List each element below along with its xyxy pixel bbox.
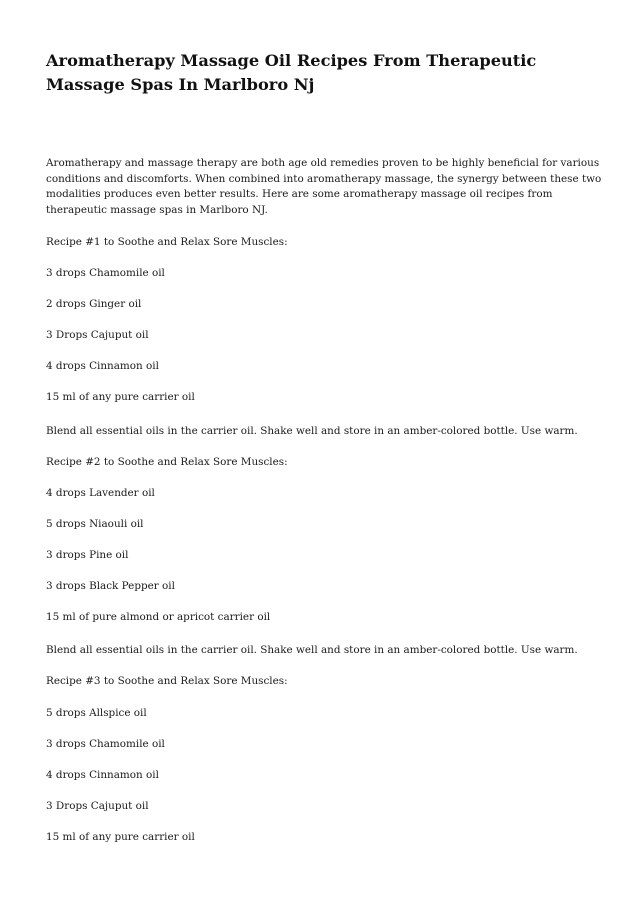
list-item: 15 ml of pure almond or apricot carrier oil	[46, 611, 271, 623]
recipe-3-heading: Recipe #3 to Soothe and Relax Sore Muscles:	[46, 675, 288, 687]
blend-instructions: Blend all essential oils in the carrier oil. Shake well and store in an amber-colored bottle. Use warm.	[46, 644, 578, 656]
list-item: 15 ml of any pure carrier oil	[46, 831, 195, 843]
list-item: 4 drops Cinnamon oil	[46, 360, 159, 372]
list-item: 3 Drops Cajuput oil	[46, 329, 149, 341]
document-title: Aromatherapy Massage Oil Recipes From Therapeutic Massage Spas In Marlboro Nj	[46, 51, 537, 94]
list-item: 4 drops Cinnamon oil	[46, 769, 159, 781]
list-item: 5 drops Niaouli oil	[46, 518, 144, 530]
list-item: 15 ml of any pure carrier oil	[46, 391, 195, 403]
blend-instructions: Blend all essential oils in the carrier oil. Shake well and store in an amber-colored bottle. Use warm.	[46, 425, 578, 437]
list-item: 3 drops Chamomile oil	[46, 738, 165, 750]
list-item: 3 drops Pine oil	[46, 549, 129, 561]
list-item: 3 drops Chamomile oil	[46, 267, 165, 279]
recipe-2-heading: Recipe #2 to Soothe and Relax Sore Muscles:	[46, 456, 288, 468]
intro-paragraph: Aromatherapy and massage therapy are both age old remedies proven to be highly beneficial for various conditions and discomforts. When combined into aromatherapy massage, the synergy between these two modalities produces even better results. Here are some aromatherapy massage oil recipes from therapeutic massage spas in Marlboro NJ.	[46, 157, 602, 216]
list-item: 4 drops Lavender oil	[46, 487, 155, 499]
recipe-1-heading: Recipe #1 to Soothe and Relax Sore Muscles:	[46, 236, 288, 248]
list-item: 2 drops Ginger oil	[46, 298, 142, 310]
list-item: 5 drops Allspice oil	[46, 707, 147, 719]
list-item: 3 drops Black Pepper oil	[46, 580, 175, 592]
list-item: 3 Drops Cajuput oil	[46, 800, 149, 812]
